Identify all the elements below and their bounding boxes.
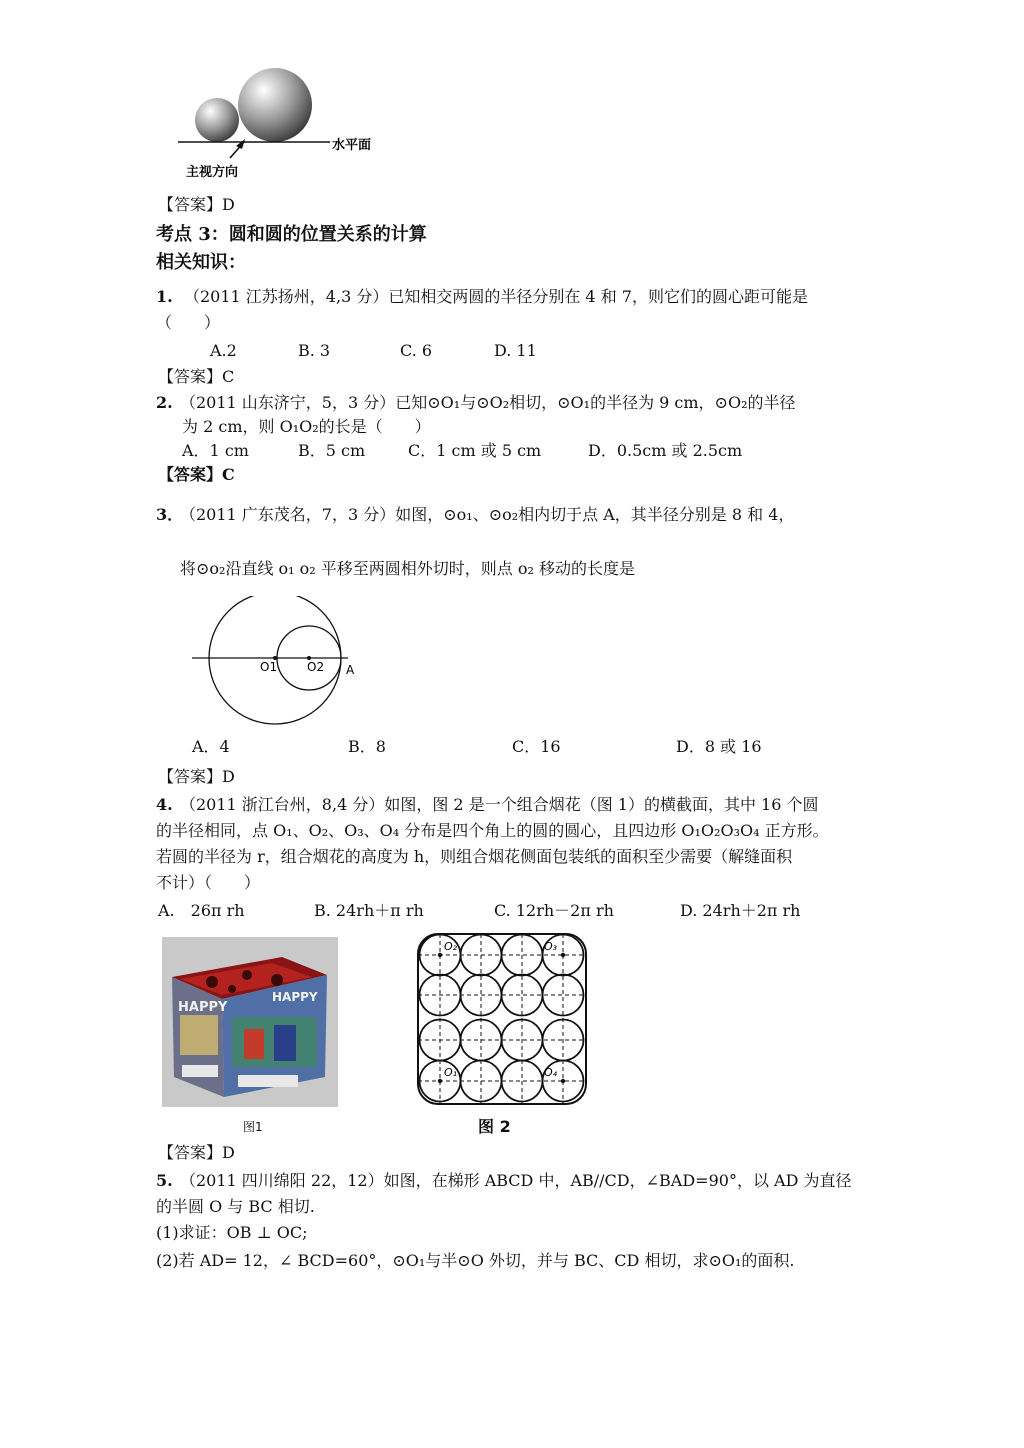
- q4-text-line1: （2011 浙江台州，8,4 分）如图，图 2 是一个组合烟花（图 1）的横截面，其中 16 个圆: [180, 795, 819, 814]
- related-knowledge: 相关知识：: [156, 252, 246, 273]
- water-label: 水平面: [332, 138, 372, 153]
- q1-option-c: C. 6: [400, 341, 433, 360]
- q4-number: 4.: [156, 795, 173, 814]
- q5-text-line2: 的半圆 O 与 BC 相切.: [156, 1197, 315, 1216]
- label-o3-corner: O₃: [544, 940, 558, 953]
- q1-answer: 【答案】C: [158, 367, 235, 386]
- q3-option-a: A．4: [192, 737, 230, 756]
- q2-number: 2.: [156, 393, 173, 412]
- q1-number: 1.: [156, 287, 173, 306]
- q5-text-line1: （2011 四川绵阳 22，12）如图，在梯形 ABCD 中，AB//CD，∠BAD=90°，以 AD 为直径: [180, 1171, 852, 1190]
- q4-text-line3: 若圆的半径为 r，组合烟花的高度为 h，则组合烟花侧面包装纸的面积至少需要（解缝面积: [156, 847, 793, 866]
- q2-option-b: B．5 cm: [298, 441, 366, 460]
- small-equal-circle: [502, 975, 543, 1016]
- q2-option-a: A．1 cm: [182, 441, 249, 460]
- q4-answer: 【答案】D: [158, 1143, 235, 1162]
- q1-text: （2011 江苏扬州，4,3 分）已知相交两圆的半径分别在 4 和 7，则它们的圆心距可能是: [184, 287, 808, 306]
- q1-option-b: B. 3: [298, 341, 331, 360]
- small-sphere: [195, 98, 239, 142]
- circles-figure: [188, 596, 368, 736]
- q3-answer: 【答案】D: [158, 767, 235, 786]
- q3-option-c: C．16: [512, 737, 561, 756]
- q5-part2: (2)若 AD= 12，∠ BCD=60°，⊙O₁与半⊙O 外切，并与 BC、CD 相切，求⊙O₁的面积.: [156, 1251, 795, 1270]
- answer-top: 【答案】D: [158, 195, 235, 214]
- q1-option-a: A.2: [210, 341, 237, 360]
- q3-option-b: B．8: [348, 737, 386, 756]
- q2-text-line1: （2011 山东济宁，5，3 分）已知⊙O₁与⊙O₂相切，⊙O₁的半径为 9 cm，⊙O₂的半径: [180, 393, 796, 412]
- label-o2-corner: O₂: [444, 940, 458, 953]
- label-o1-corner: O₁: [444, 1066, 458, 1079]
- label-o4-corner: O₄: [544, 1066, 558, 1079]
- q5-number: 5.: [156, 1171, 173, 1190]
- sixteen-circles-figure: [414, 930, 590, 1108]
- q4-text-line4: 不计）（ ）: [156, 873, 261, 892]
- firework-box-photo: [162, 937, 338, 1107]
- fig1-caption: 图1: [243, 1120, 263, 1134]
- q2-answer: 【答案】C: [158, 465, 235, 484]
- label-o2: O2: [307, 660, 325, 674]
- q4-option-c: C. 12rh－2π rh: [494, 901, 614, 920]
- box-text-left: HAPPY: [178, 1000, 228, 1015]
- spheres-figure: [170, 60, 410, 185]
- q3-text-line1: （2011 广东茂名，7，3 分）如图，⊙o₁、⊙o₂相内切于点 A，其半径分别是 8 和 4，: [180, 505, 795, 524]
- q3-text-line2: 将⊙o₂沿直线 o₁ o₂ 平移至两圆相外切时，则点 o₂ 移动的长度是: [180, 559, 636, 578]
- box-text-right: HAPPY: [272, 990, 318, 1004]
- label-a: A: [346, 663, 355, 677]
- q4-option-d: D. 24rh＋2π rh: [680, 901, 801, 920]
- q3-number: 3．: [156, 505, 184, 524]
- section-title: 考点 3：圆和圆的位置关系的计算: [156, 224, 427, 245]
- small-equal-circle: [543, 975, 584, 1016]
- q2-text-line2: 为 2 cm，则 O₁O₂的长是（ ）: [182, 417, 431, 436]
- q4-option-a: A. 26π rh: [158, 901, 245, 920]
- fig2-caption: 图 2: [478, 1117, 511, 1136]
- q4-text-line2: 的半径相同，点 O₁、O₂、O₃、O₄ 分布是四个角上的圆的圆心，且四边形 O₁O₂O₃O₄ 正方形。: [156, 821, 829, 840]
- q5-part1: (1)求证：OB ⊥ OC;: [156, 1223, 308, 1242]
- q1-option-d: D. 11: [494, 341, 537, 360]
- view-label: 主视方向: [186, 165, 239, 180]
- q1-paren: （ ）: [156, 313, 221, 332]
- large-sphere: [238, 68, 312, 142]
- q3-option-d: D．8 或 16: [676, 737, 762, 756]
- q2-option-c: C．1 cm 或 5 cm: [408, 441, 542, 460]
- q2-option-d: D．0.5cm 或 2.5cm: [588, 441, 743, 460]
- label-o1: O1: [260, 660, 278, 674]
- q4-option-b: B. 24rh＋π rh: [314, 901, 424, 920]
